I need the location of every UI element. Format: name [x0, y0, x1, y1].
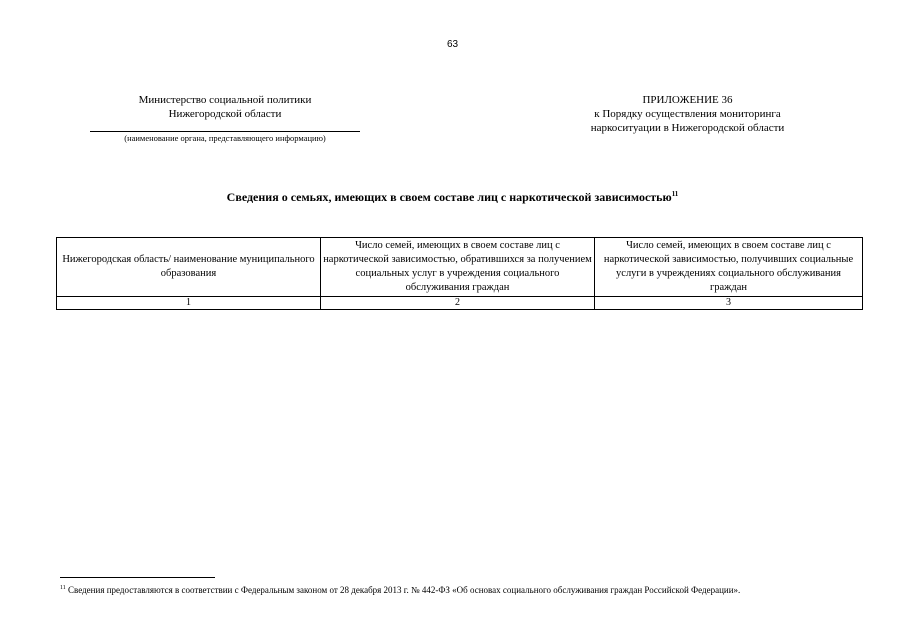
column-number-1: 1	[57, 297, 321, 310]
organization-caption: (наименование органа, представляющего информацию)	[124, 133, 326, 143]
column-header-families-applied: Число семей, имеющих в своем составе лиц с наркотической зависимостью, обратившихся за получением социальных услуг в учреждения социального обслуживания граждан	[321, 238, 595, 297]
organization-name-line1: Министерство социальной политики	[138, 94, 312, 106]
appendix-reference-line2: наркоситуации в Нижегородской области	[590, 122, 785, 134]
footnote-separator	[60, 577, 215, 578]
table-header-row	[57, 238, 863, 297]
footnote	[60, 582, 860, 596]
document-title	[0, 190, 905, 205]
document-title-text: Сведения о семьях, имеющих в своем составе лиц с наркотической зависимостью	[226, 190, 672, 204]
appendix-block	[560, 93, 815, 135]
appendix-reference-line1: к Порядку осуществления мониторинга	[594, 108, 781, 120]
organization-block	[90, 93, 360, 121]
data-table	[56, 237, 863, 310]
title-footnote-ref: 11	[671, 190, 679, 198]
footnote-marker: 11	[60, 585, 66, 591]
organization-name-line2: Нижегородской области	[168, 108, 282, 120]
column-header-families-received: Число семей, имеющих в своем составе лиц с наркотической зависимостью, получивших социальные услуги в учреждениях социального обслуживания граждан	[595, 238, 863, 297]
column-number-2: 2	[321, 297, 595, 310]
organization-underline	[90, 131, 360, 132]
appendix-number: ПРИЛОЖЕНИЕ 36	[642, 94, 733, 106]
page-number: 63	[446, 39, 459, 50]
column-header-municipality: Нижегородская область/ наименование муниципального образования	[57, 238, 321, 297]
table-row	[57, 297, 863, 310]
column-number-3: 3	[595, 297, 863, 310]
footnote-text: Сведения предоставляются в соответствии с Федеральным законом от 28 декабря 2013 г. № 442-ФЗ «Об основах социального обслуживания граждан Российской Федерации».	[65, 585, 741, 595]
